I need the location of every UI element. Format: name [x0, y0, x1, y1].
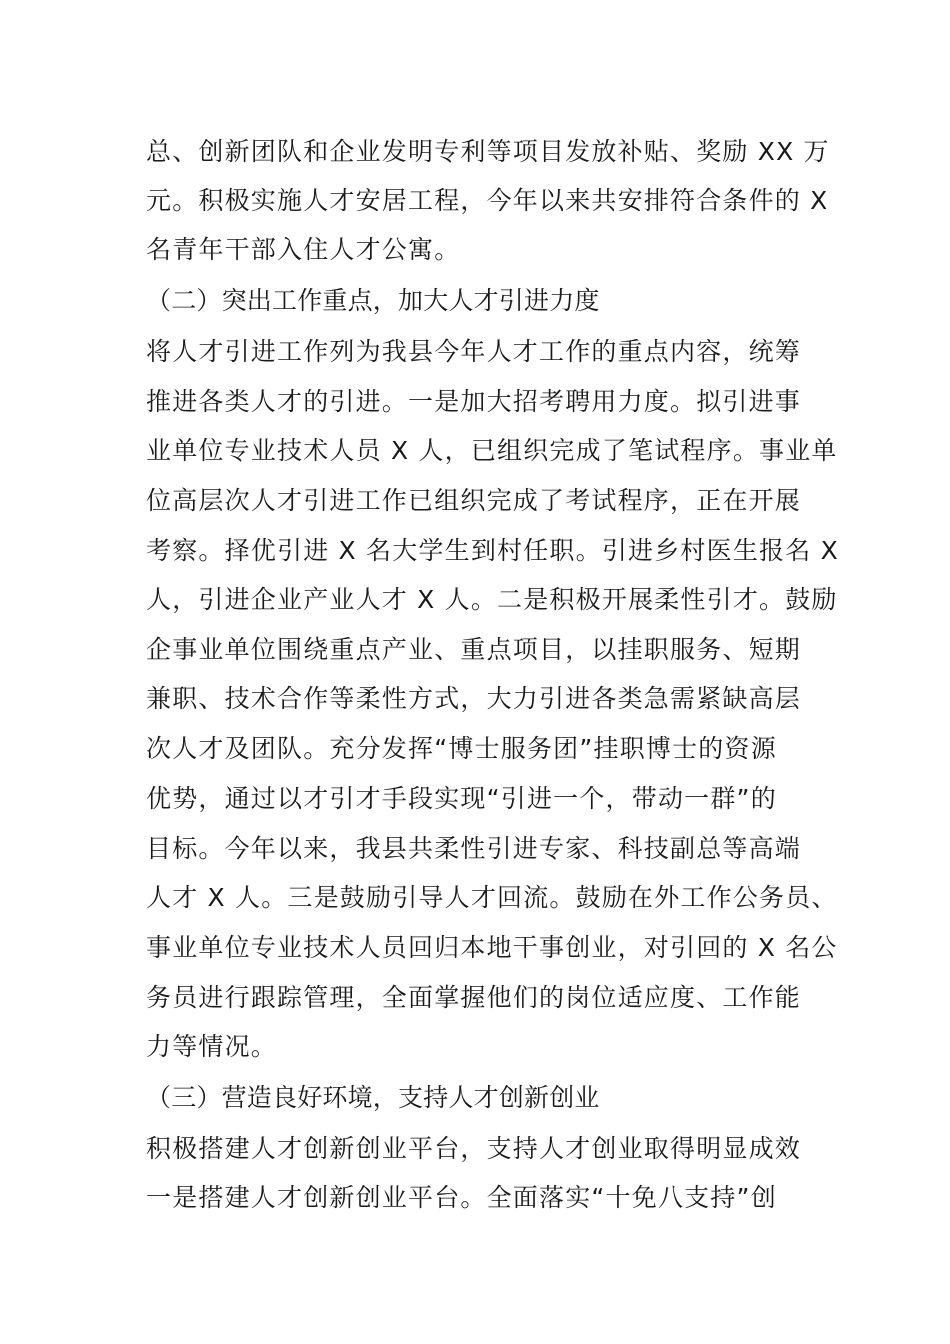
body-text-line: 位高层次人才引进工作已组织完成了考试程序，正在开展 — [146, 486, 802, 515]
body-text-line: 一是搭建人才创新创业平台。全面落实“十免八支持”创 — [146, 1183, 777, 1212]
body-text-line: 目标。今年以来，我县共柔性引进专家、科技副总等高端 — [146, 834, 802, 863]
body-text-line: 积极搭建人才创新创业平台，支持人才创业取得明显成效 — [146, 1134, 802, 1163]
body-text-line: 名青年干部入住人才公寓。 — [146, 235, 461, 264]
body-text-line: 优势，通过以才引才手段实现“引进一个，带动一群”的 — [146, 784, 777, 813]
body-text-line: 企事业单位围绕重点产业、重点项目，以挂职服务、短期 — [146, 635, 802, 664]
section-heading-3: （三）营造良好环境，支持人才创新创业 — [146, 1083, 600, 1112]
body-text-line: 业单位专业技术人员 X 人，已组织完成了笔试程序。事业单 — [146, 436, 838, 465]
body-text-line: 将人才引进工作列为我县今年人才工作的重点内容，统筹 — [146, 337, 802, 366]
body-text-line: 力等情况。 — [146, 1032, 278, 1061]
body-text-line: 元。积极实施人才安居工程，今年以来共安排符合条件的 X — [146, 186, 829, 215]
body-text-line: 兼职、技术合作等柔性方式，大力引进各类急需紧缺高层 — [146, 684, 802, 713]
body-text-line: 事业单位专业技术人员回归本地干事创业，对引回的 X 名公 — [146, 933, 838, 962]
body-text-line: 人才 X 人。三是鼓励引导人才回流。鼓励在外工作公务员、 — [146, 883, 838, 912]
body-text-line: 考察。择优引进 X 名大学生到村任职。引进乡村医生报名 X — [146, 536, 839, 565]
body-text-line: 次人才及团队。充分发挥“博士服务团”挂职博士的资源 — [146, 734, 777, 763]
body-text-line: 推进各类人才的引进。一是加大招考聘用力度。拟引进事 — [146, 387, 802, 416]
body-text-line: 务员进行跟踪管理，全面掌握他们的岗位适应度、工作能 — [146, 983, 802, 1012]
body-text-line: 总、创新团队和企业发明专利等项目发放补贴、奖励 XX 万 — [146, 137, 830, 166]
body-text-line: 人，引进企业产业人才 X 人。二是积极开展柔性引才。鼓励 — [146, 585, 838, 614]
section-heading-2: （二）突出工作重点，加大人才引进力度 — [146, 286, 600, 315]
